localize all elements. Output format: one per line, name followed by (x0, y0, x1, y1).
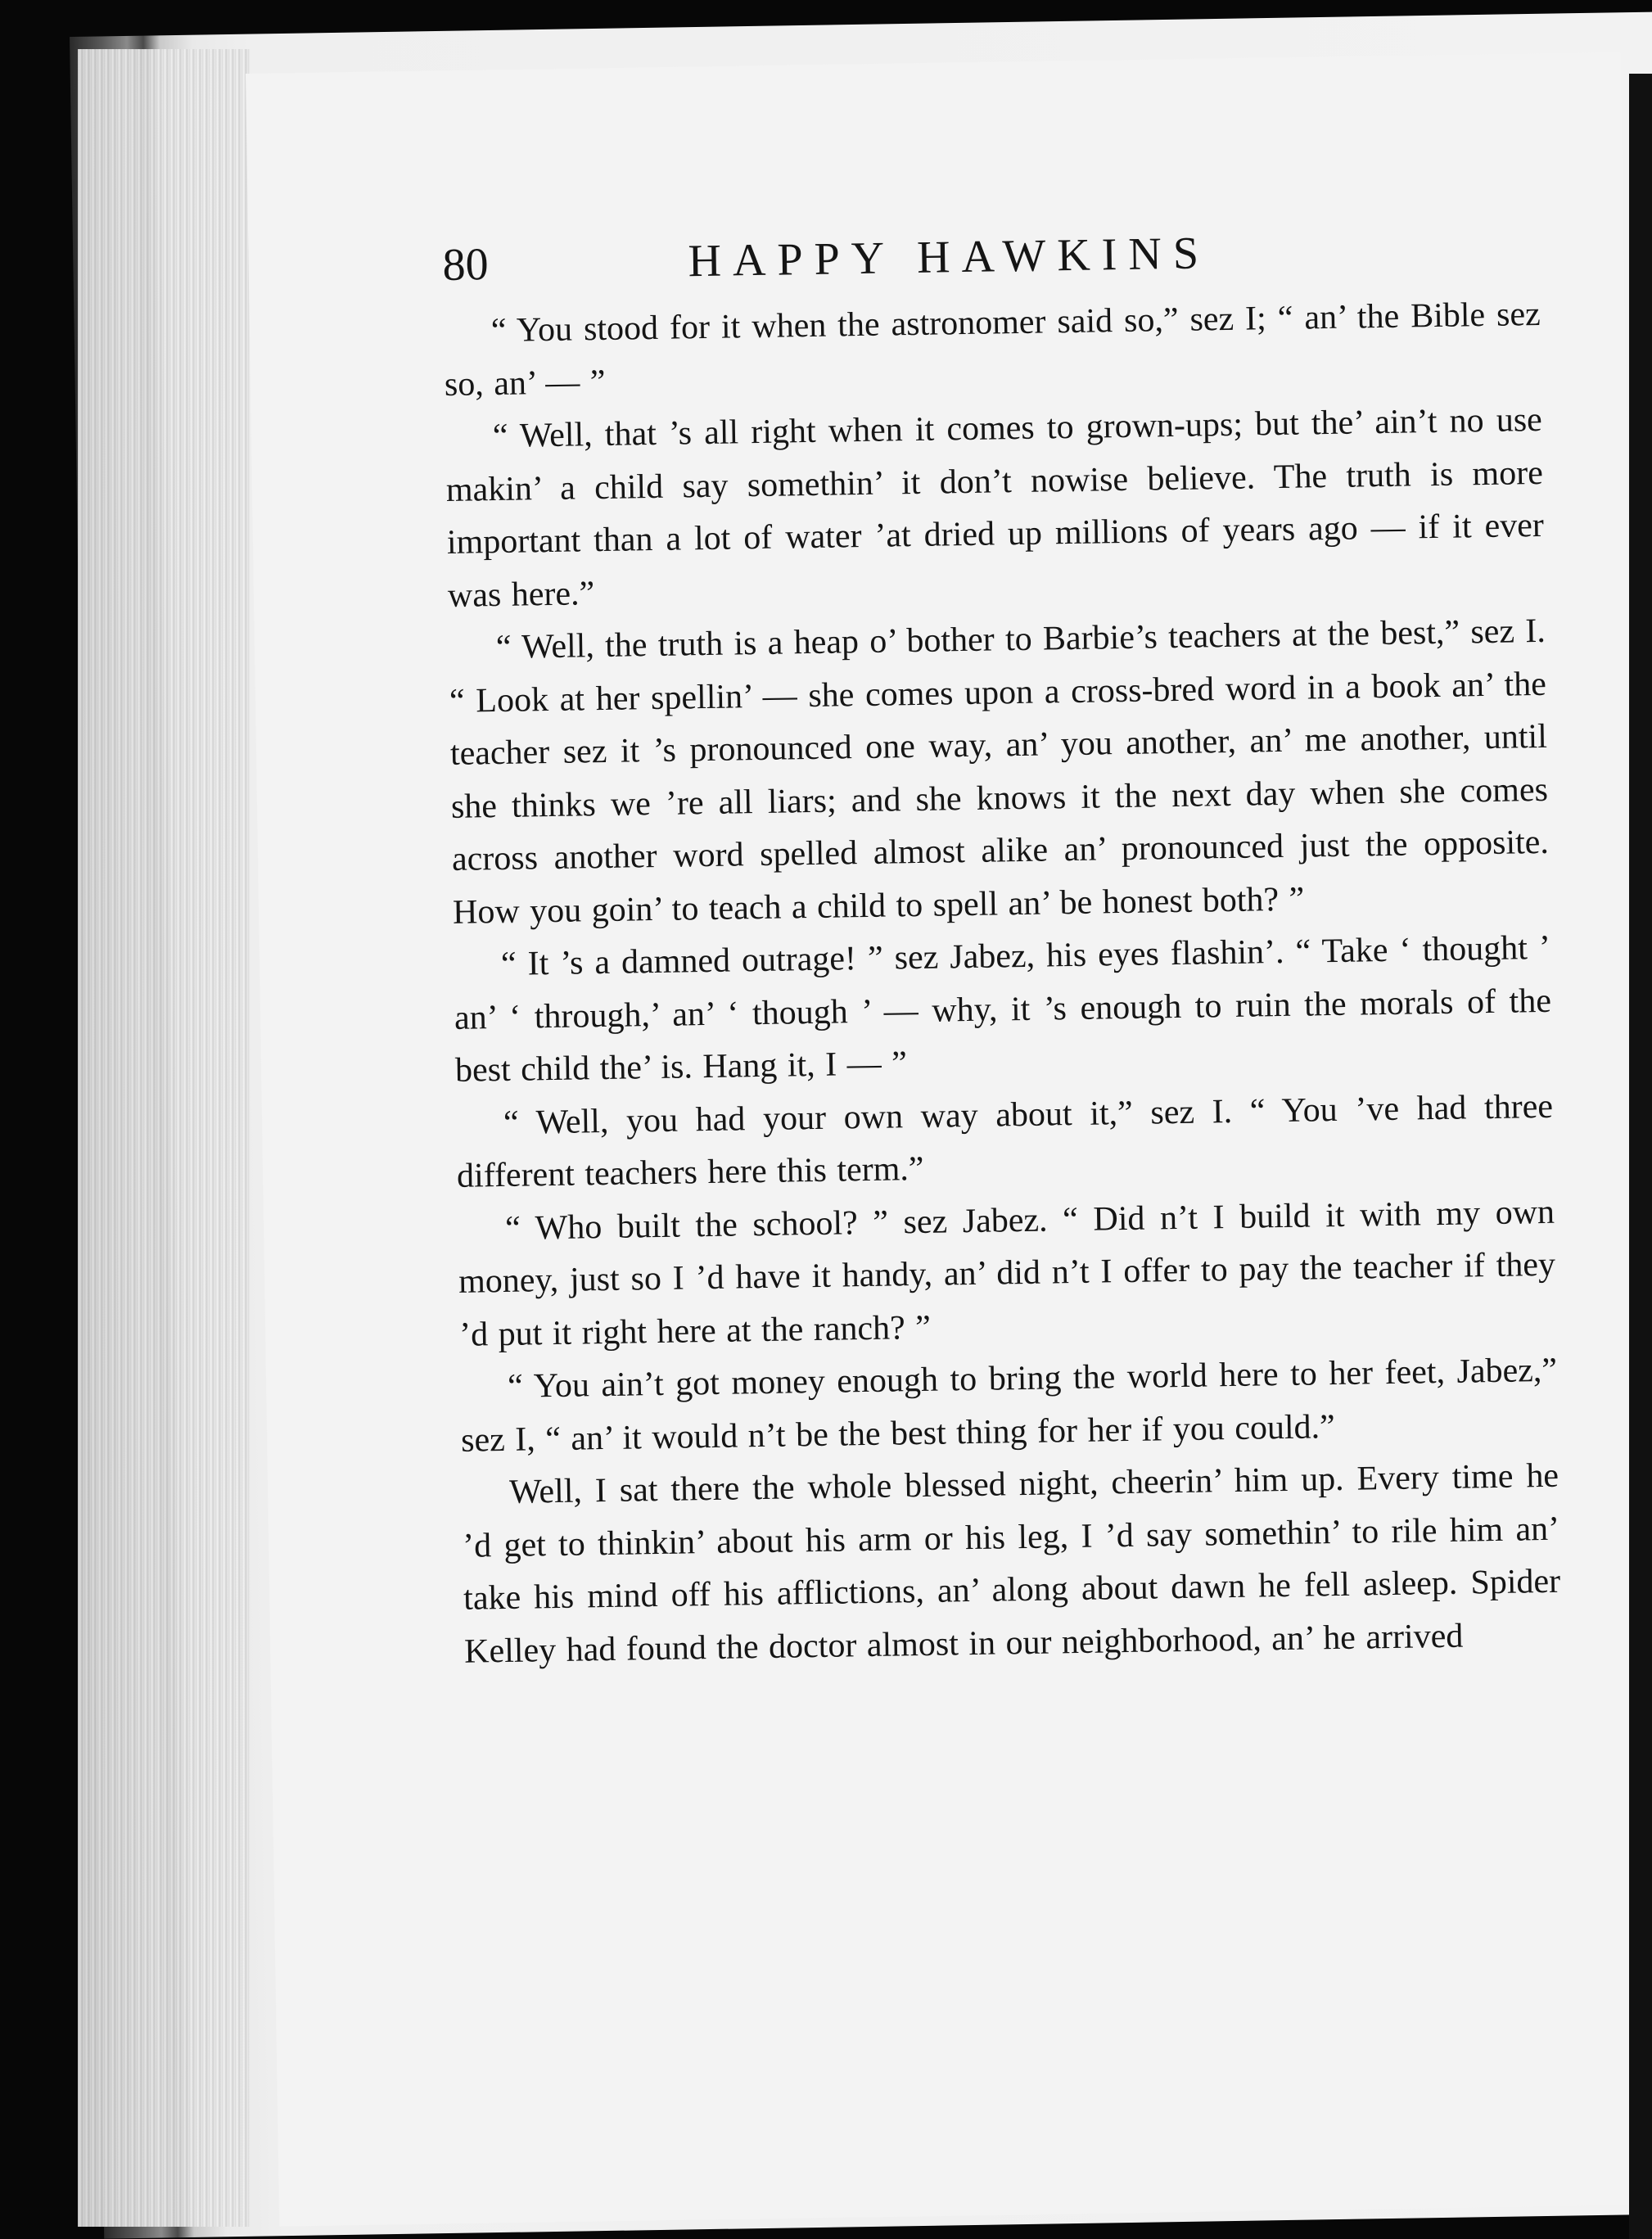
paragraph: “ Who built the school? ” sez Jabez. “ Did n’t I build it with my own money, just so I ’d have it handy, an’ did n’t I offer to pay the teacher if they ’d put it right here at the ranch? ” (458, 1193, 1556, 1354)
book-title: HAPPY HAWKINS (688, 228, 1211, 287)
paragraph: “ Well, the truth is a heap o’ bother to Barbie’s teachers at the best,” sez I. “ Look at her spellin’ — she comes upon a cross-bred word in a book an’ the teacher sez it ’s pronounced one way, an’ you another, an’ me another, until she thinks we ’re all liars; and she knows it the next day when she comes across another word spelled almost alike an’ pronounced just the opposite. How you goin’ to teach a child to spell an’ be honest both? ” (449, 612, 1550, 932)
page-edges (78, 49, 250, 2227)
paragraph: “ Well, you had your own way about it,” sez I. “ You ’ve had three different teachers here this term.” (456, 1087, 1554, 1195)
paragraph: Well, I sat there the whole blessed night, cheerin’ him up. Every time he ’d get to thinkin’ about his arm or his leg, I ’d say somethin’ to rile him an’ take his mind off his afflictions, an’ along about dawn he fell asleep. Spider Kelley had found the doctor almost in our neighborhood, an’ he arrived (462, 1456, 1561, 1671)
page-text (442, 216, 1562, 1678)
page-gutter-shadow (1629, 74, 1652, 2239)
page-number: 80 (442, 239, 490, 291)
paragraph: “ It ’s a damned outrage! ” sez Jabez, his eyes flashin’. “ Take ‘ thought ’ an’ ‘ through,’ an’ ‘ though ’ — why, it ’s enough to ruin the morals of the best child the’ is. Hang it, I — ” (454, 928, 1552, 1090)
paragraph: “ Well, that ’s all right when it comes to grown-ups; but the’ ain’t no use makin’ a child say somethin’ it don’t nowise believe. The truth is more important than a lot of water ’at dried up millions of years ago — if it ever was here.” (445, 400, 1545, 615)
paragraph: “ You stood for it when the astronomer said so,” sez I; “ an’ the Bible sez so, an’ — ” (444, 295, 1541, 404)
paragraph: “ You ain’t got money enough to bring the world here to her feet, Jabez,” sez I, “ an’ it would n’t be the best thing for her if you could.” (460, 1351, 1558, 1460)
